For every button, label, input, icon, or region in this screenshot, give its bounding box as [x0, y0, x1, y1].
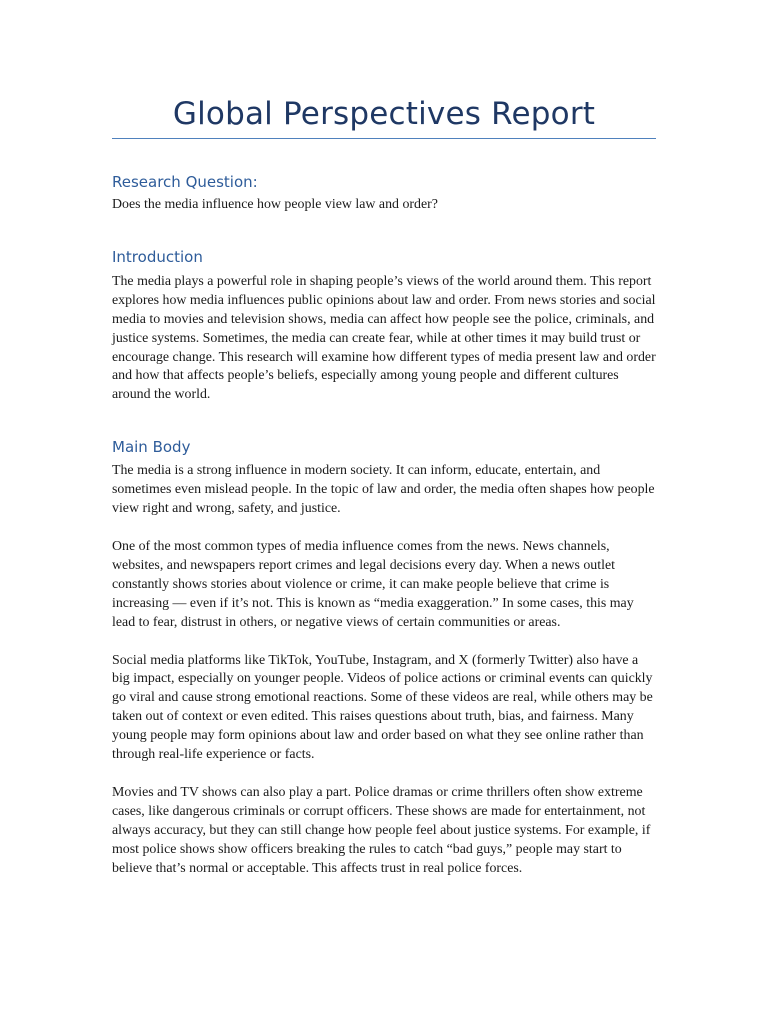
main-body-section	[112, 437, 656, 878]
main-body-paragraph-2: One of the most common types of media influence comes from the news. News channels, websites, and newspapers report crimes and legal decisions every day. When a news outlet constantly shows stories about violence or crime, it can make people believe that crime is increasing — even if it’s not. This is known as “media exaggeration.” In some cases, this may lead to fear, distrust in others, or negative views of certain communities or areas.	[112, 538, 634, 630]
introduction-paragraph: The media plays a powerful role in shaping people’s views of the world around them. This report explores how media influences public opinions about law and order. From news stories and social media to movies and television shows, media can affect how people see the police, criminals, and justice systems. Sometimes, the media can create fear, while at other times it may build trust or encourage change. This research will examine how different types of media present law and order and how that affects people’s beliefs, especially among young people and different cultures around the world.	[112, 273, 656, 403]
document-title: Global Perspectives Report	[172, 96, 596, 132]
research-question-section	[112, 172, 656, 215]
main-body-paragraph-3: Social media platforms like TikTok, YouTube, Instagram, and X (formerly Twitter) also have a big impact, especially on younger people. Videos of police actions or criminal events can quickly go viral and cause strong emotional reactions. Some of these videos are real, while others may be taken out of context or even edited. This raises questions about truth, bias, and fairness. Many young people may form opinions about law and order based on what they see online rather than through real-life experience or facts.	[112, 652, 653, 763]
main-body-paragraph-1: The media is a strong influence in modern society. It can inform, educate, entertain, and sometimes even mislead people. In the topic of law and order, the media often shapes how people view right and wrong, safety, and justice.	[112, 463, 655, 517]
research-question-heading: Research Question:	[112, 173, 258, 191]
main-body-heading: Main Body	[112, 438, 191, 457]
title-underline	[112, 138, 656, 139]
research-question-text: Does the media influence how people view law and order?	[112, 197, 438, 212]
introduction-section	[112, 247, 656, 405]
introduction-heading: Introduction	[112, 247, 203, 266]
main-body-paragraph-4: Movies and TV shows can also play a part. Police dramas or crime thrillers often show extreme cases, like dangerous criminals or corrupt officers. These shows are made for entertainment, not always accuracy, but they can still change how people feel about justice systems. For example, if most police shows show officers breaking the rules to catch “bad guys,” people may start to believe that’s normal or acceptable. This affects trust in real police forces.	[112, 784, 651, 876]
